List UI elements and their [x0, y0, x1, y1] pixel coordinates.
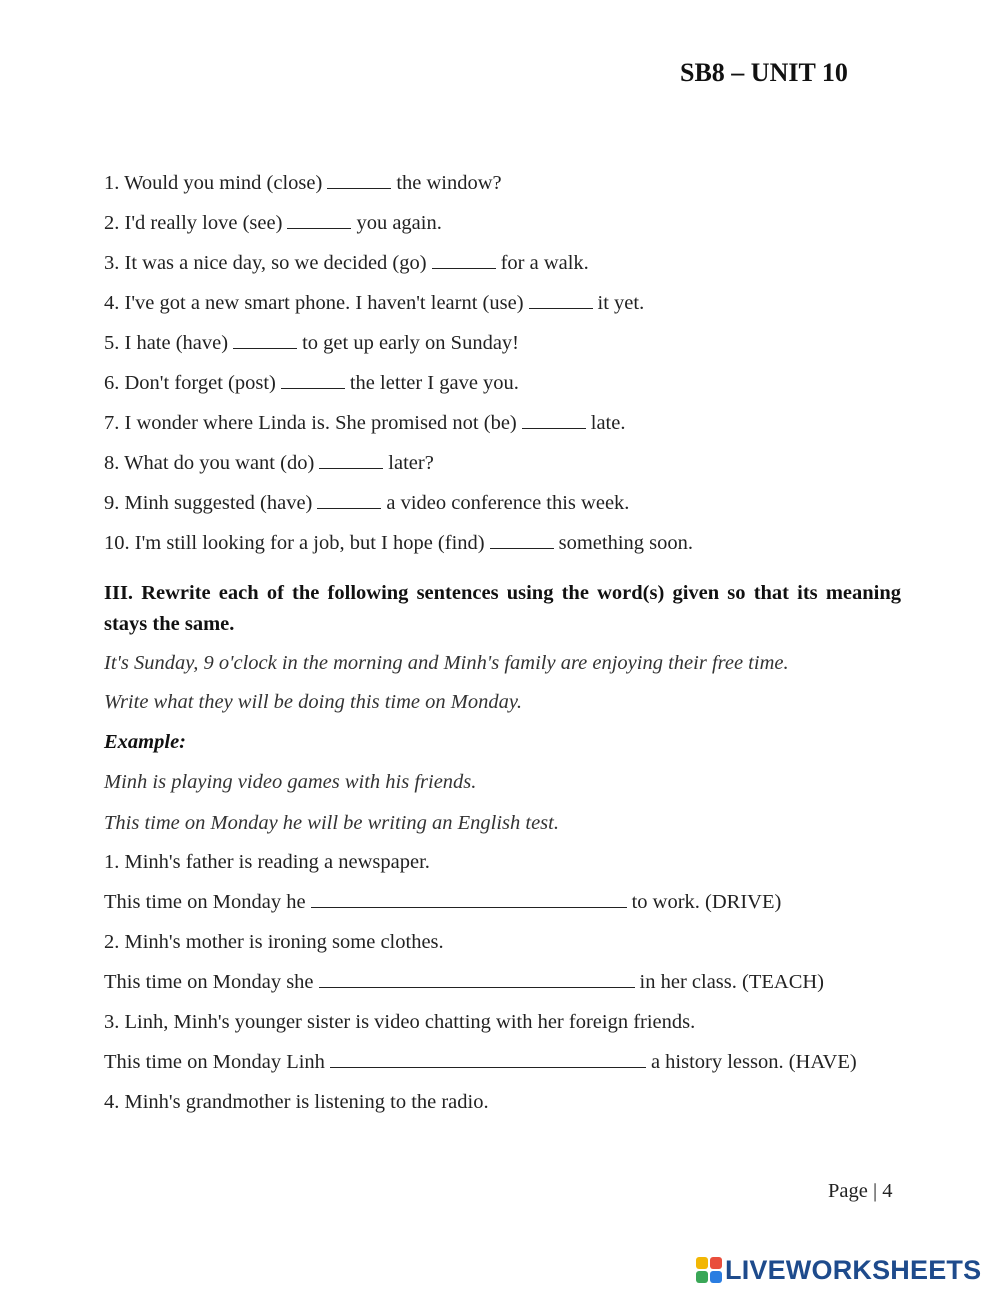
example-answer: This time on Monday he will be writing an English test. — [104, 812, 559, 834]
answer-blank[interactable] — [281, 370, 345, 389]
exercise-item: 6. Don't forget (post) the letter I gave you. — [104, 372, 519, 394]
intro-text: Write what they will be doing this time on Monday. — [104, 691, 522, 713]
example-label: Example: — [104, 731, 186, 753]
question-item: 2. Minh's mother is ironing some clothes. — [104, 931, 444, 953]
exercise-item: 4. I've got a new smart phone. I haven't learnt (use) it yet. — [104, 292, 645, 314]
answer-blank[interactable] — [522, 410, 586, 429]
brand-name: LIVEWORKSHEETS — [725, 1254, 982, 1285]
section-heading: III. Rewrite each of the following sentences using the word(s) given so that its meaning stays the same. — [104, 582, 901, 635]
answer-blank[interactable] — [319, 450, 383, 469]
answer-blank[interactable] — [432, 250, 496, 269]
answer-line: This time on Monday he to work. (DRIVE) — [104, 891, 782, 913]
page-number: Page | 4 — [828, 1180, 893, 1202]
answer-blank[interactable] — [311, 889, 627, 908]
answer-blank[interactable] — [529, 290, 593, 309]
answer-line: This time on Monday Linh a history lesson. (HAVE) — [104, 1051, 857, 1073]
exercise-item: 2. I'd really love (see) you again. — [104, 212, 442, 234]
brand-logo — [696, 1253, 981, 1287]
exercise-item: 1. Would you mind (close) the window? — [104, 172, 502, 194]
answer-blank[interactable] — [317, 490, 381, 509]
question-item: 1. Minh's father is reading a newspaper. — [104, 851, 430, 873]
exercise-item: 8. What do you want (do) later? — [104, 452, 434, 474]
answer-line: This time on Monday she in her class. (TEACH) — [104, 971, 824, 993]
exercise-item: 7. I wonder where Linda is. She promised not (be) late. — [104, 412, 626, 434]
exercise-item: 3. It was a nice day, so we decided (go) for a walk. — [104, 252, 589, 274]
exercise-item: 5. I hate (have) to get up early on Sunday! — [104, 332, 519, 354]
question-item: 4. Minh's grandmother is listening to the radio. — [104, 1091, 489, 1113]
answer-blank[interactable] — [319, 969, 635, 988]
answer-blank[interactable] — [233, 330, 297, 349]
exercise-item: 9. Minh suggested (have) a video conference this week. — [104, 492, 630, 514]
intro-text: It's Sunday, 9 o'clock in the morning and Minh's family are enjoying their free time. — [104, 652, 789, 674]
liveworksheets-logo-icon — [696, 1257, 722, 1283]
unit-title: SB8 – UNIT 10 — [680, 58, 848, 87]
exercise-item: 10. I'm still looking for a job, but I hope (find) something soon. — [104, 532, 694, 554]
example-sentence: Minh is playing video games with his friends. — [104, 771, 477, 793]
answer-blank[interactable] — [330, 1049, 646, 1068]
question-item: 3. Linh, Minh's younger sister is video chatting with her foreign friends. — [104, 1011, 696, 1033]
answer-blank[interactable] — [490, 530, 554, 549]
answer-blank[interactable] — [287, 210, 351, 229]
answer-blank[interactable] — [327, 170, 391, 189]
